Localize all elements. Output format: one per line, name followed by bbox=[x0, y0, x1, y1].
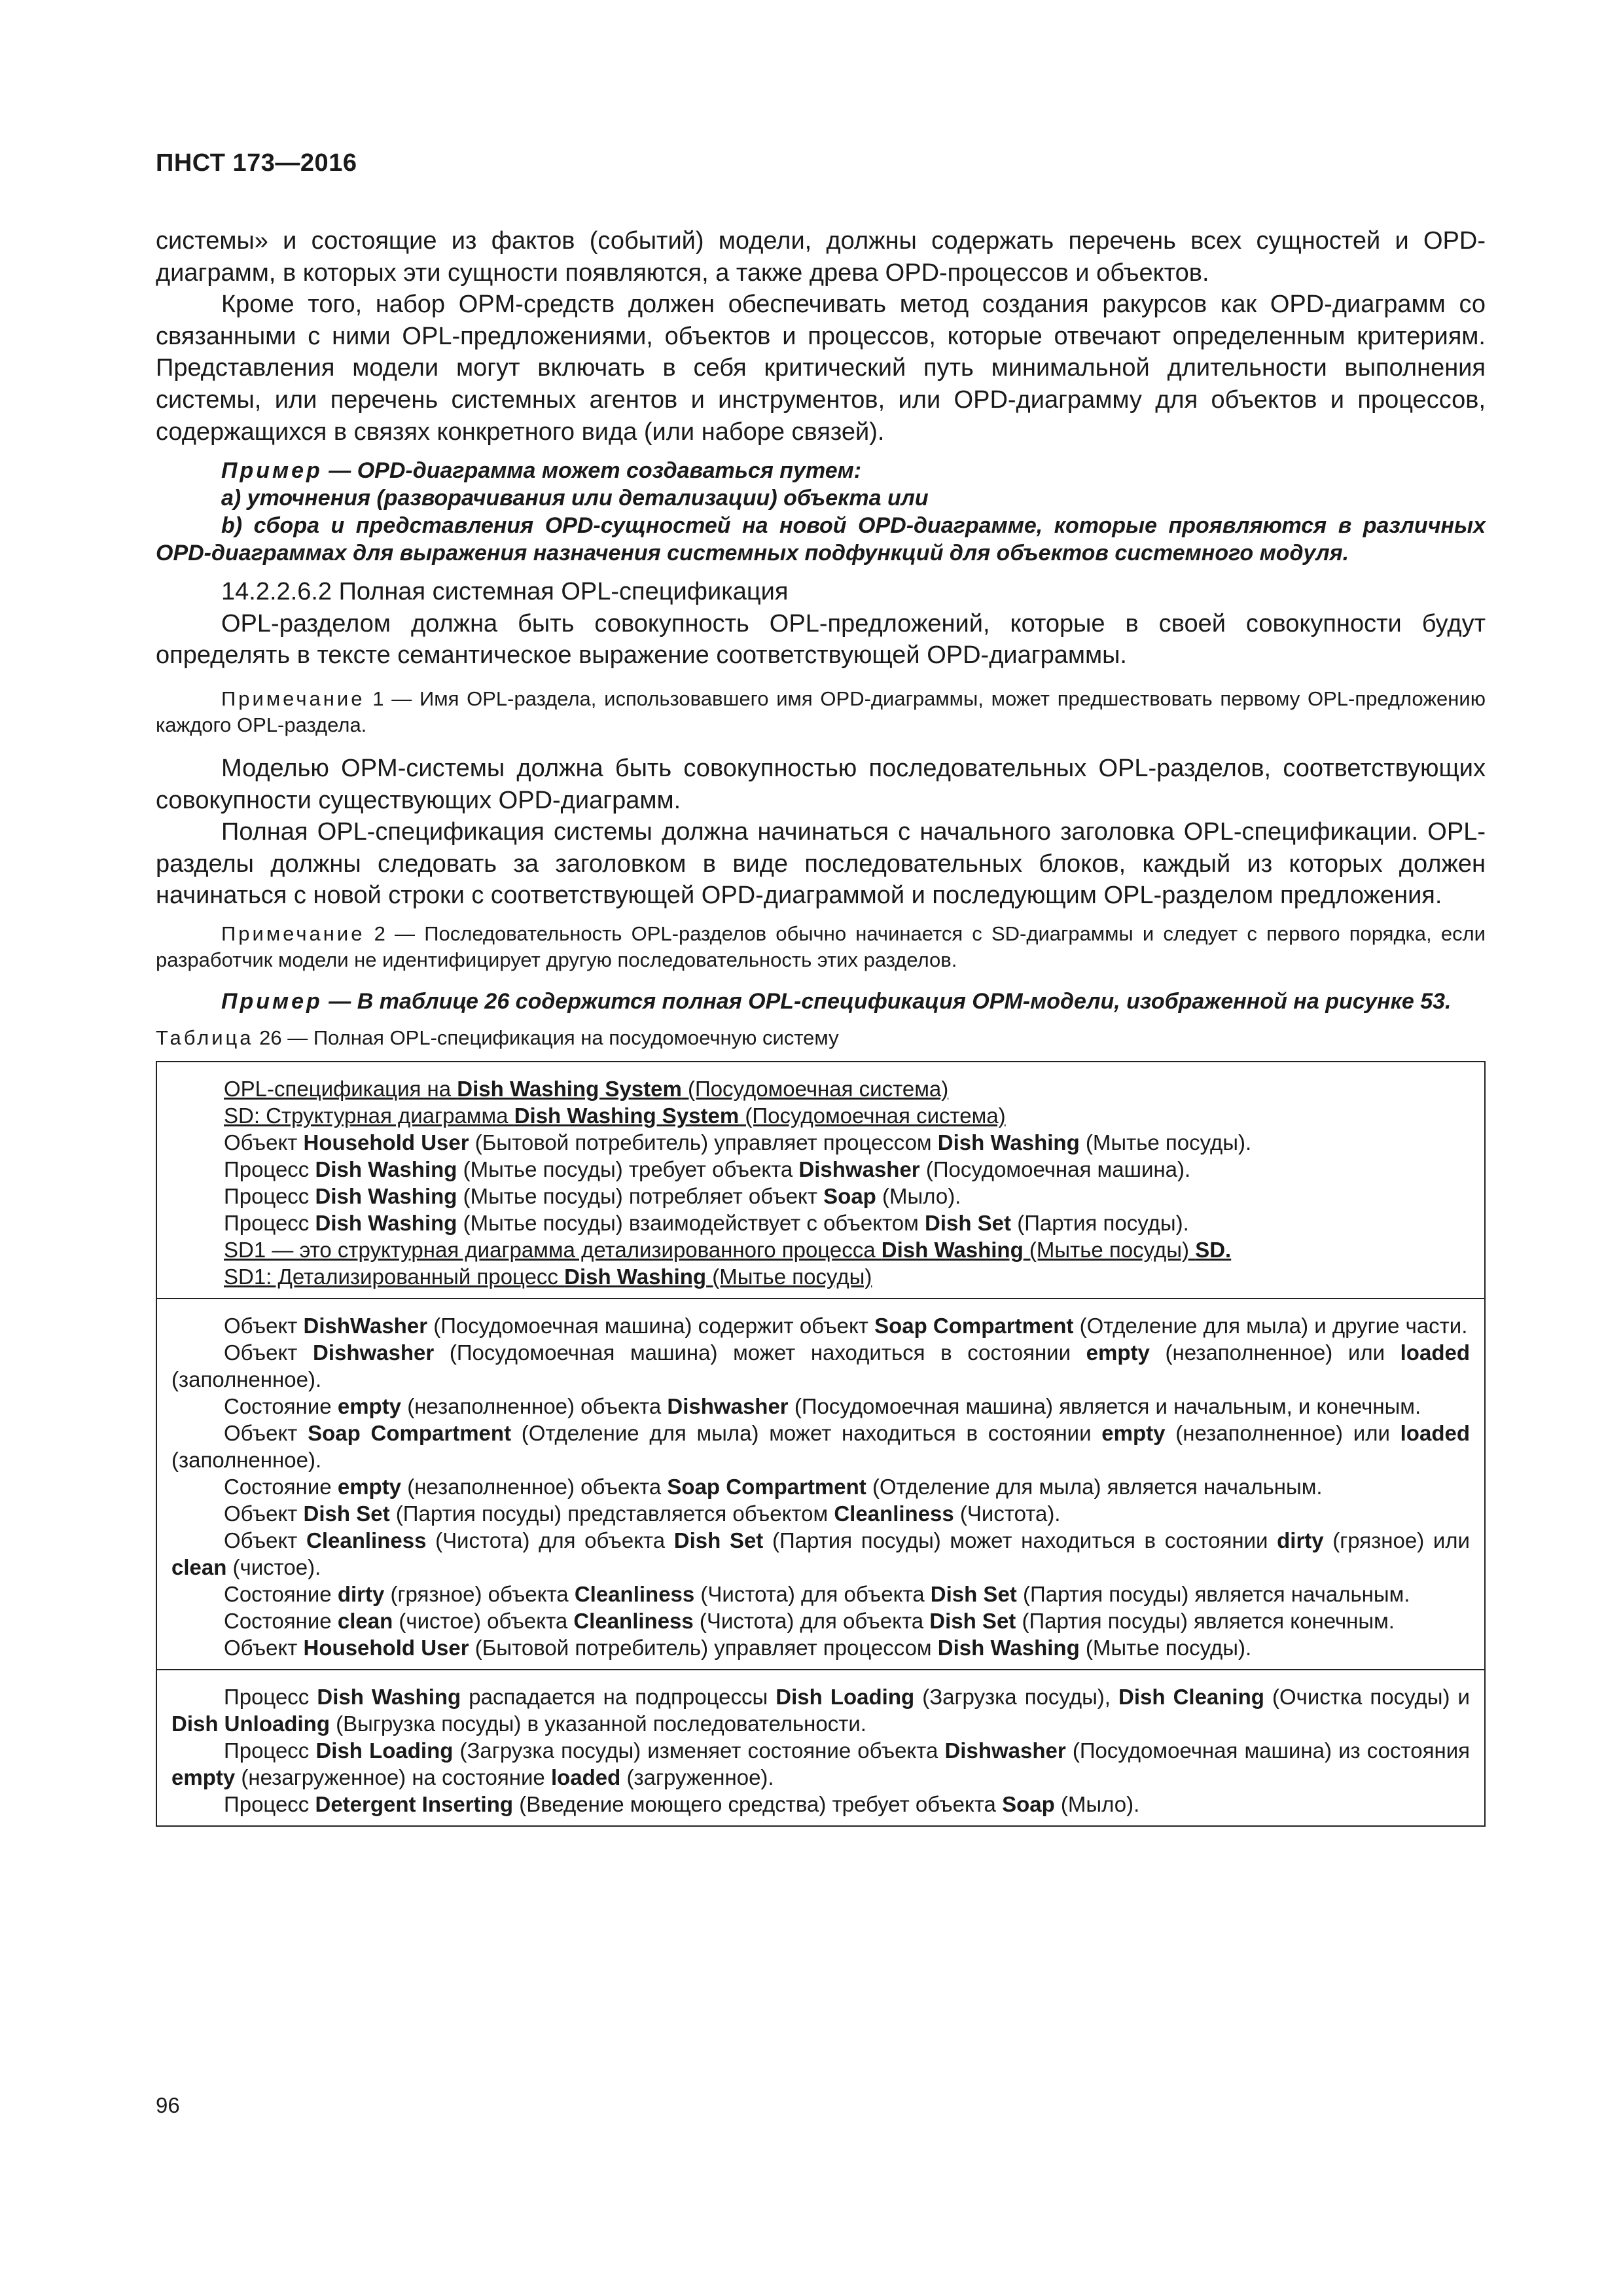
table-text: Dishwasher bbox=[944, 1738, 1066, 1763]
table-text: empty bbox=[1101, 1420, 1166, 1445]
table-text: (Партия посуды) может находиться в состоянии bbox=[763, 1528, 1277, 1552]
table-text: Состояние bbox=[224, 1581, 338, 1606]
note-1 bbox=[156, 686, 1486, 738]
table-text: SD: Структурная диаграмма bbox=[224, 1103, 514, 1128]
table-text: (незаполненное) объекта bbox=[401, 1474, 668, 1499]
table-text: clean bbox=[337, 1608, 393, 1633]
table-text: loaded bbox=[550, 1765, 621, 1789]
table-text: (Посудомоечная машина). bbox=[919, 1157, 1191, 1181]
table-text: SD1 — это структурная диаграмма детализированного процесса bbox=[224, 1237, 882, 1262]
table-line bbox=[171, 1393, 1470, 1420]
table-line bbox=[171, 1210, 1470, 1236]
table-text: Soap Compartment bbox=[308, 1420, 512, 1445]
table-text: (Мытье посуды) bbox=[1023, 1237, 1196, 1262]
example-item-a: a) уточнения (разворачивания или детализации) объекта или bbox=[221, 486, 929, 511]
table-text: Объект bbox=[224, 1635, 304, 1660]
table-line bbox=[171, 1075, 1470, 1102]
table-text: (незаполненное) или bbox=[1149, 1340, 1400, 1365]
table-text: (незаполненное) или bbox=[1165, 1420, 1400, 1445]
table-text: Dish Set bbox=[929, 1608, 1016, 1633]
table-text: Dish Set bbox=[924, 1210, 1012, 1235]
table-text: (Мытье посуды). bbox=[1079, 1130, 1252, 1155]
table-line bbox=[171, 1737, 1470, 1791]
example-text: — OPD-диаграмма может создаваться путем: bbox=[322, 458, 862, 484]
table-line bbox=[171, 1236, 1470, 1263]
document-page bbox=[156, 0, 1486, 2296]
table-text: clean bbox=[171, 1554, 227, 1579]
table-line bbox=[171, 1683, 1470, 1737]
table-text: (незагруженное) на состояние bbox=[235, 1765, 551, 1789]
table-text: Dish Loading bbox=[776, 1684, 915, 1709]
paragraph: Кроме того, набор OPM-средств должен обеспечивать метод создания ракурсов как OPD-диаграмм со связанными с ними OPL-предложениями, объектов и процессов, которые отвечают определенным критериям. Представления модели могут включать в себя критический путь минимальной длительности выполнения системы, или перечень системных агентов и инструментов, или OPD-диаграмму для объектов и процессов, содержащихся в связях конкретного вида (или наборе связей). bbox=[156, 291, 1486, 446]
section-heading: 14.2.2.6.2 Полная системная OPL-спецификация bbox=[221, 578, 789, 606]
table-caption-text: 26 — Полная OPL-спецификация на посудомоечную систему bbox=[253, 1026, 839, 1049]
table-text: Dish Set bbox=[303, 1501, 390, 1526]
table-text: (Мытье посуды) требует объекта bbox=[457, 1157, 799, 1181]
table-text: (незаполненное) объекта bbox=[401, 1393, 668, 1418]
example-label: Пример bbox=[221, 458, 323, 484]
table-text: (Введение моющего средства) требует объекта bbox=[513, 1791, 1003, 1816]
table-text: Объект bbox=[224, 1130, 304, 1155]
table-text: (Посудомоечная машина) является и начальным, и конечным. bbox=[788, 1393, 1421, 1418]
table-text: (Чистота). bbox=[954, 1501, 1061, 1526]
table-text: (Мыло). bbox=[876, 1183, 961, 1208]
table-text: (Мытье посуды) bbox=[706, 1264, 872, 1289]
table-line bbox=[171, 1500, 1470, 1527]
table-text: Объект bbox=[224, 1501, 304, 1526]
table-text: Объект bbox=[224, 1420, 308, 1445]
table-text: Dish Cleaning bbox=[1118, 1684, 1264, 1709]
table-text: (Партия посуды) является начальным. bbox=[1016, 1581, 1410, 1606]
table-text: Dish Washing bbox=[317, 1684, 461, 1709]
table-text: (Мытье посуды) взаимодействует с объектом bbox=[457, 1210, 925, 1235]
table-text: loaded bbox=[1400, 1340, 1470, 1365]
table-text: Soap bbox=[1002, 1791, 1055, 1816]
table-text: Cleanliness bbox=[306, 1528, 427, 1552]
paragraph: Моделью OPM-системы должна быть совокупностью последовательных OPL-разделов, соответствующих совокупности существующих OPD-диаграмм. bbox=[156, 754, 1486, 814]
paragraph: Полная OPL-спецификация системы должна начинаться с начального заголовка OPL-спецификации. OPL-разделы должны следовать за заголовком в виде последовательных блоков, каждый из которых должен начинаться с новой строки с соответствующей OPD-диаграммой и последующим OPL-разделом предложения. bbox=[156, 818, 1486, 910]
table-text: Процесс bbox=[224, 1210, 315, 1235]
table-cell bbox=[157, 1298, 1484, 1669]
table-text: OPL-спецификация на bbox=[224, 1076, 457, 1101]
table-cell bbox=[157, 1062, 1484, 1298]
table-text: Dish Set bbox=[673, 1528, 764, 1552]
table-line bbox=[171, 1634, 1470, 1661]
table-text: (Отделение для мыла) может находиться в состоянии bbox=[511, 1420, 1102, 1445]
table-text: Cleanliness bbox=[574, 1581, 695, 1606]
table-text: Cleanliness bbox=[834, 1501, 954, 1526]
paragraph: системы» и состоящие из фактов (событий) модели, должны содержать перечень всех сущностей и OPD-диаграмм, в которых эти сущности появляются, а также древа OPD-процессов и объектов. bbox=[156, 227, 1486, 287]
table-text: Объект bbox=[224, 1340, 313, 1365]
table-text: (загруженное). bbox=[620, 1765, 774, 1789]
table-text: Dish Loading bbox=[315, 1738, 454, 1763]
table-text: (Посудомоечная система) bbox=[739, 1103, 1006, 1128]
table-caption bbox=[156, 1024, 1486, 1052]
table-text: Dish Washing bbox=[315, 1210, 457, 1235]
table-text: empty bbox=[337, 1393, 402, 1418]
table-text: (Загрузка посуды), bbox=[914, 1684, 1119, 1709]
table-text: Dish Washing bbox=[315, 1157, 457, 1181]
document-body bbox=[156, 225, 1486, 1827]
table-caption-label: Таблица bbox=[156, 1026, 254, 1049]
paragraph: OPL-разделом должна быть совокупность OPL-предложений, которые в своей совокупности будут определять в тексте семантическое выражение соответствующей OPD-диаграммы. bbox=[156, 609, 1486, 670]
table-text: Процесс bbox=[224, 1684, 317, 1709]
table-text: Soap bbox=[823, 1183, 876, 1208]
table-text: Состояние bbox=[224, 1474, 338, 1499]
table-text: (грязное) или bbox=[1323, 1528, 1470, 1552]
example-item-b: b) сбора и представления OPD-сущностей на новой OPD-диаграмме, которые проявляются в различных OPD-диаграммах для выражения назначения системных подфункций для объектов системного модуля. bbox=[156, 513, 1486, 566]
table-text: (Посудомоечная система) bbox=[681, 1076, 949, 1101]
table-text: Процесс bbox=[224, 1738, 316, 1763]
example-label: Пример bbox=[221, 988, 323, 1014]
table-text: (Бытовой потребитель) управляет процессом bbox=[469, 1130, 938, 1155]
table-text: Household User bbox=[303, 1130, 469, 1155]
table-text: Dish Set bbox=[930, 1581, 1017, 1606]
table-text: (Бытовой потребитель) управляет процессом bbox=[469, 1635, 938, 1660]
table-text: (Посудомоечная машина) содержит объект bbox=[427, 1313, 875, 1338]
table-text: (Очистка посуды) и bbox=[1264, 1684, 1470, 1709]
table-text: Dishwasher bbox=[798, 1157, 920, 1181]
table-line bbox=[171, 1339, 1470, 1393]
table-text: (заполненное). bbox=[171, 1447, 322, 1472]
note-label: Примечание bbox=[221, 687, 365, 710]
table-text: Dish Washing bbox=[315, 1183, 457, 1208]
table-text: Состояние bbox=[224, 1608, 338, 1633]
table-line bbox=[171, 1791, 1470, 1818]
table-text: DishWasher bbox=[303, 1313, 428, 1338]
table-text: Объект bbox=[224, 1313, 304, 1338]
table-text: Dish Washing System bbox=[457, 1076, 682, 1101]
table-line bbox=[171, 1102, 1470, 1129]
table-text: Процесс bbox=[224, 1791, 315, 1816]
table-text: Процесс bbox=[224, 1157, 315, 1181]
table-text: Процесс bbox=[224, 1183, 315, 1208]
table-line bbox=[171, 1156, 1470, 1183]
note-label: Примечание bbox=[221, 922, 365, 945]
document-code-header: ПНСТ 173—2016 bbox=[156, 149, 357, 177]
table-text: (Партия посуды) является конечным. bbox=[1016, 1608, 1395, 1633]
table-text: (Мытье посуды). bbox=[1079, 1635, 1252, 1660]
table-text: (Отделение для мыла) является начальным. bbox=[866, 1474, 1323, 1499]
note-text: 2 — Последовательность OPL-разделов обычно начинается с SD-диаграммы и следует с первого порядка, если разработчик модели не идентифицирует другую последовательность этих разделов. bbox=[156, 922, 1486, 971]
table-text: (Чистота) для объекта bbox=[426, 1528, 674, 1552]
table-text: Detergent Inserting bbox=[315, 1791, 514, 1816]
table-text: Household User bbox=[303, 1635, 469, 1660]
table-text: (Чистота) для объекта bbox=[694, 1581, 931, 1606]
table-text: (Посудомоечная машина) из состояния bbox=[1065, 1738, 1471, 1763]
table-text: empty bbox=[171, 1765, 236, 1789]
table-text: (Мыло). bbox=[1054, 1791, 1140, 1816]
table-text: (Выгрузка посуды) в указанной последовательности. bbox=[330, 1711, 866, 1736]
table-line bbox=[171, 1129, 1470, 1156]
table-line bbox=[171, 1581, 1470, 1607]
table-text: empty bbox=[1086, 1340, 1150, 1365]
table-line bbox=[171, 1527, 1470, 1581]
table-text: (грязное) объекта bbox=[384, 1581, 575, 1606]
table-text: Dish Washing bbox=[881, 1237, 1024, 1262]
table-line bbox=[171, 1473, 1470, 1500]
table-text: Dishwasher bbox=[667, 1393, 789, 1418]
table-text: (чистое). bbox=[226, 1554, 321, 1579]
table-text: (заполненное). bbox=[171, 1367, 322, 1391]
table-text: empty bbox=[337, 1474, 402, 1499]
table-text: Soap Compartment bbox=[667, 1474, 866, 1499]
table-text: Soap Compartment bbox=[874, 1313, 1074, 1338]
table-text: (чистое) объекта bbox=[393, 1608, 574, 1633]
table-text: (Мытье посуды) потребляет объект bbox=[457, 1183, 824, 1208]
example-text: — В таблице 26 содержится полная OPL-спецификация OPM-модели, изображенной на рисунке 53. bbox=[322, 988, 1452, 1014]
table-text: Dish Washing bbox=[937, 1635, 1080, 1660]
table-text: Dish Washing bbox=[564, 1264, 707, 1289]
opl-specification-table bbox=[156, 1061, 1486, 1827]
example-table-reference bbox=[156, 988, 1486, 1015]
example-intro bbox=[156, 457, 1486, 484]
table-text: Dish Washing bbox=[937, 1130, 1080, 1155]
table-line bbox=[171, 1607, 1470, 1634]
table-text: SD1: Детализированный процесс bbox=[224, 1264, 565, 1289]
table-text: Dish Unloading bbox=[171, 1711, 330, 1736]
table-text: распадается на подпроцессы bbox=[461, 1684, 776, 1709]
table-text: dirty bbox=[1277, 1528, 1324, 1552]
table-text: Состояние bbox=[224, 1393, 338, 1418]
table-text: SD. bbox=[1195, 1237, 1232, 1262]
table-text: (Партия посуды) представляется объектом bbox=[389, 1501, 834, 1526]
table-text: (Загрузка посуды) изменяет состояние объекта bbox=[453, 1738, 945, 1763]
table-text: dirty bbox=[337, 1581, 385, 1606]
table-text: (Отделение для мыла) и другие части. bbox=[1073, 1313, 1468, 1338]
note-2 bbox=[156, 921, 1486, 973]
table-text: Dish Washing System bbox=[514, 1103, 740, 1128]
table-text: (Посудомоечная машина) может находиться в состоянии bbox=[434, 1340, 1086, 1365]
table-line bbox=[171, 1263, 1470, 1290]
table-line bbox=[171, 1420, 1470, 1473]
page-number: 96 bbox=[156, 2093, 180, 2117]
table-cell bbox=[157, 1669, 1484, 1825]
table-text: Объект bbox=[224, 1528, 307, 1552]
table-text: (Партия посуды). bbox=[1011, 1210, 1189, 1235]
table-line bbox=[171, 1183, 1470, 1210]
table-text: Cleanliness bbox=[573, 1608, 694, 1633]
table-text: Dishwasher bbox=[312, 1340, 435, 1365]
table-text: (Чистота) для объекта bbox=[693, 1608, 930, 1633]
table-text: loaded bbox=[1400, 1420, 1470, 1445]
table-line bbox=[171, 1312, 1470, 1339]
note-text: 1 — Имя OPL-раздела, использовавшего имя OPD-диаграммы, может предшествовать первому OPL-предложению каждого OPL-раздела. bbox=[156, 687, 1486, 736]
